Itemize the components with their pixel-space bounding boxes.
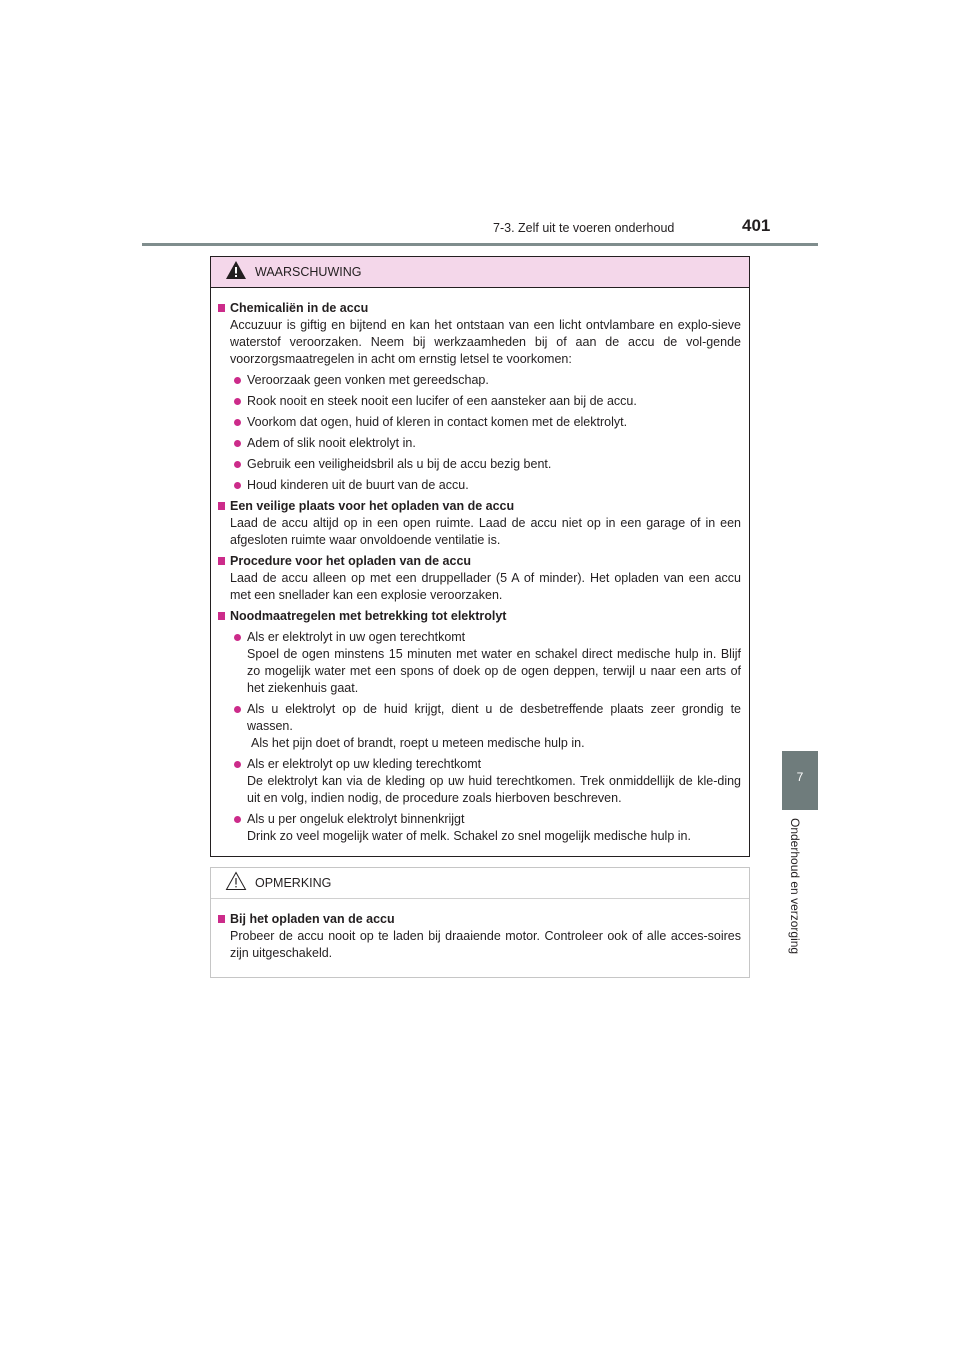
warning-box — [210, 256, 750, 857]
notice-triangle-icon — [225, 871, 247, 891]
chapter-label: Onderhoud en verzorging — [788, 818, 802, 955]
list-item: Als er elektrolyt in uw ogen terechtkomt Spoel de ogen minstens 15 minuten met water en schakel direct medische hulp in. Blijf zo mogelijk water met een spons of doek op de ogen deppen, terwijl u naar een arts of het ziekenhuis gaat. — [230, 629, 741, 697]
list-item: Gebruik een veiligheidsbril als u bij de accu bezig bent. — [230, 456, 741, 473]
bullet-dot-icon — [234, 419, 241, 426]
section-heading: Een veilige plaats voor het opladen van de accu — [217, 498, 741, 515]
bullet-dot-icon — [234, 706, 241, 713]
bullet-dot-icon — [234, 440, 241, 447]
header-section-title: 7-3. Zelf uit te voeren onderhoud — [493, 221, 675, 235]
section-text: Probeer de accu nooit op te laden bij draaiende motor. Controleer ook of alle acces-soires zijn uitgeschakeld. — [230, 929, 741, 960]
chapter-number: 7 — [796, 770, 804, 784]
list-item: Als er elektrolyt op uw kleding terechtkomt De elektrolyt kan via de kleding op uw huid terechtkomen. Trek onmiddellijk de kle-ding uit en volg, indien nodig, de procedure zoals hierboven beschreven. — [230, 756, 741, 807]
warning-title: WAARSCHUWING — [255, 265, 362, 279]
note-title: OPMERKING — [255, 876, 332, 890]
section-heading: Procedure voor het opladen van de accu — [217, 553, 741, 570]
note-body — [211, 899, 749, 962]
section-heading: Noodmaatregelen met betrekking tot elektrolyt — [217, 608, 741, 625]
section-heading: Chemicaliën in de accu — [217, 300, 741, 317]
section-heading: Bij het opladen van de accu — [217, 911, 741, 928]
square-bullet-icon — [218, 612, 225, 620]
section-text: Laad de accu alleen op met een druppellader (5 A of minder). Het opladen van een accu met een snellader kan een explosie veroorzaken. — [230, 571, 741, 602]
bullet-dot-icon — [234, 377, 241, 384]
header-divider — [142, 243, 818, 246]
page-number: 401 — [742, 216, 771, 235]
list-item: Houd kinderen uit de buurt van de accu. — [230, 477, 741, 494]
square-bullet-icon — [218, 502, 225, 510]
bullet-dot-icon — [234, 634, 241, 641]
bullet-dot-icon — [234, 461, 241, 468]
square-bullet-icon — [218, 557, 225, 565]
list-item: Adem of slik nooit elektrolyt in. — [230, 435, 741, 452]
section-text: Laad de accu altijd op in een open ruimte. Laad de accu niet op in een garage of in een afgesloten ruimte waar onvoldoende ventilatie is. — [230, 516, 741, 547]
note-box — [210, 867, 750, 978]
list-item: Voorkom dat ogen, huid of kleren in contact komen met de elektrolyt. — [230, 414, 741, 431]
bullet-dot-icon — [234, 761, 241, 768]
section-text: Accuzuur is giftig en bijtend en kan het ontstaan van een licht ontvlambare en explo-sieve waterstof veroorzaken. Neem bij werkzaamheden bij of aan de accu de vol-gende voorzorgsmaatregelen in acht om ernstig letsel te voorkomen: — [230, 318, 741, 366]
list-item: Veroorzaak geen vonken met gereedschap. — [230, 372, 741, 389]
bullet-dot-icon — [234, 816, 241, 823]
warning-triangle-icon — [225, 260, 247, 280]
bullet-dot-icon — [234, 482, 241, 489]
chapter-tab — [782, 751, 818, 810]
square-bullet-icon — [218, 304, 225, 312]
warning-header — [211, 257, 749, 288]
bullet-dot-icon — [234, 398, 241, 405]
list-item: Als u per ongeluk elektrolyt binnenkrijgt Drink zo veel mogelijk water of melk. Schakel zo snel mogelijk medische hulp in. — [230, 811, 741, 845]
list-item: Als u elektrolyt op de huid krijgt, dient u de desbetreffende plaats zeer grondig te wassen. Als het pijn doet of brandt, roept u meteen medische hulp in. — [230, 701, 741, 752]
square-bullet-icon — [218, 915, 225, 923]
note-header — [211, 868, 749, 899]
list-item: Rook nooit en steek nooit een lucifer of een aansteker aan bij de accu. — [230, 393, 741, 410]
warning-body — [211, 288, 749, 845]
